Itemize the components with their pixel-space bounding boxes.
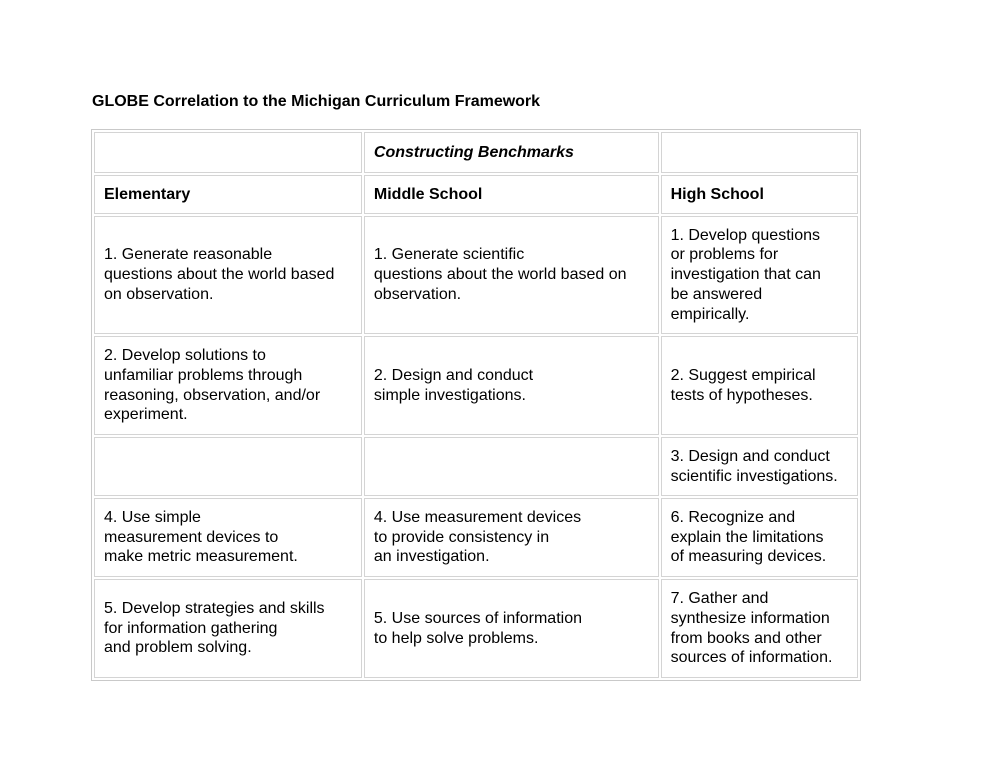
high-school-cell: 2. Suggest empirical tests of hypotheses.: [661, 336, 858, 435]
high-school-cell: 6. Recognize and explain the limitations of measuring devices.: [661, 498, 858, 577]
column-header-middle-school: Middle School: [364, 175, 659, 214]
high-school-cell: 7. Gather and synthesize information from books and other sources of information.: [661, 579, 858, 678]
table-row: [94, 498, 858, 577]
column-header-row: [94, 175, 858, 214]
benchmark-header-row: [94, 132, 858, 173]
elementary-cell: [94, 437, 362, 496]
section-heading: Constructing Benchmarks: [364, 132, 659, 173]
elementary-cell: 1. Generate reasonable questions about the world based on observation.: [94, 216, 362, 334]
table-row: [94, 579, 858, 678]
elementary-cell: 4. Use simple measurement devices to make metric measurement.: [94, 498, 362, 577]
empty-header-cell: [94, 132, 362, 173]
middle-school-cell: 4. Use measurement devices to provide consistency in an investigation.: [364, 498, 659, 577]
middle-school-cell: 2. Design and conduct simple investigations.: [364, 336, 659, 435]
middle-school-cell: 1. Generate scientific questions about the world based on observation.: [364, 216, 659, 334]
elementary-cell: 2. Develop solutions to unfamiliar problems through reasoning, observation, and/or experiment.: [94, 336, 362, 435]
column-header-high-school: High School: [661, 175, 858, 214]
empty-header-cell: [661, 132, 858, 173]
table-row: [94, 336, 858, 435]
high-school-cell: 1. Develop questions or problems for investigation that can be answered empirically.: [661, 216, 858, 334]
middle-school-cell: 5. Use sources of information to help solve problems.: [364, 579, 659, 678]
column-header-elementary: Elementary: [94, 175, 362, 214]
high-school-cell: 3. Design and conduct scientific investigations.: [661, 437, 858, 496]
table-row: [94, 437, 858, 496]
document-title: GLOBE Correlation to the Michigan Curriculum Framework: [92, 93, 541, 110]
middle-school-cell: [364, 437, 659, 496]
table-row: [94, 216, 858, 334]
elementary-cell: 5. Develop strategies and skills for information gathering and problem solving.: [94, 579, 362, 678]
curriculum-correlation-table: [91, 129, 861, 681]
